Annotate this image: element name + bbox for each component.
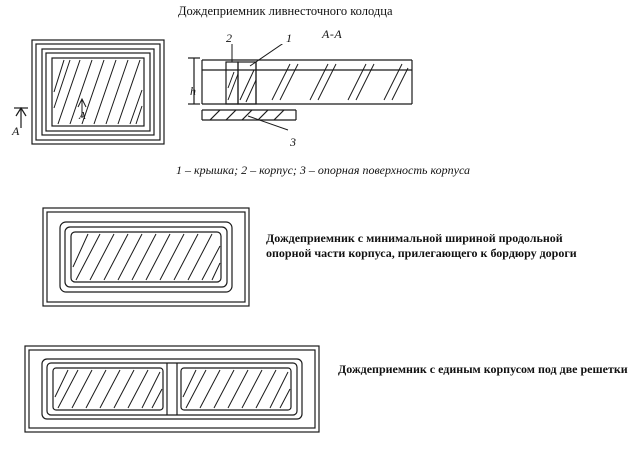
caption-third-drawing: Дождеприемник с единым корпусом под две решетки (338, 362, 628, 376)
section-label-a-left: А (12, 124, 20, 138)
figure-title: Дождеприемник ливнесточного колодца (178, 4, 393, 18)
figure-legend: 1 – крышка; 2 – корпус; 3 – опорная поверхность корпуса (176, 163, 470, 177)
section-label-a-inner: А (79, 110, 86, 122)
section-view-label: А-А (322, 27, 343, 41)
rect-grate-plan-view (40, 205, 252, 309)
square-grate-drawing (28, 36, 168, 148)
callout-h: h (190, 84, 196, 98)
square-grate-plan-view (28, 36, 168, 148)
section-aa-drawing (176, 44, 416, 140)
callout-1: 1 (286, 31, 292, 45)
caption-second-drawing: Дождеприемник с минимальной шириной продольной опорной части корпуса, прилегающего к бордюру дороги (266, 231, 577, 260)
callout-2: 2 (226, 31, 232, 45)
callout-3: 3 (290, 135, 296, 149)
double-grate-plan-view (22, 343, 322, 435)
